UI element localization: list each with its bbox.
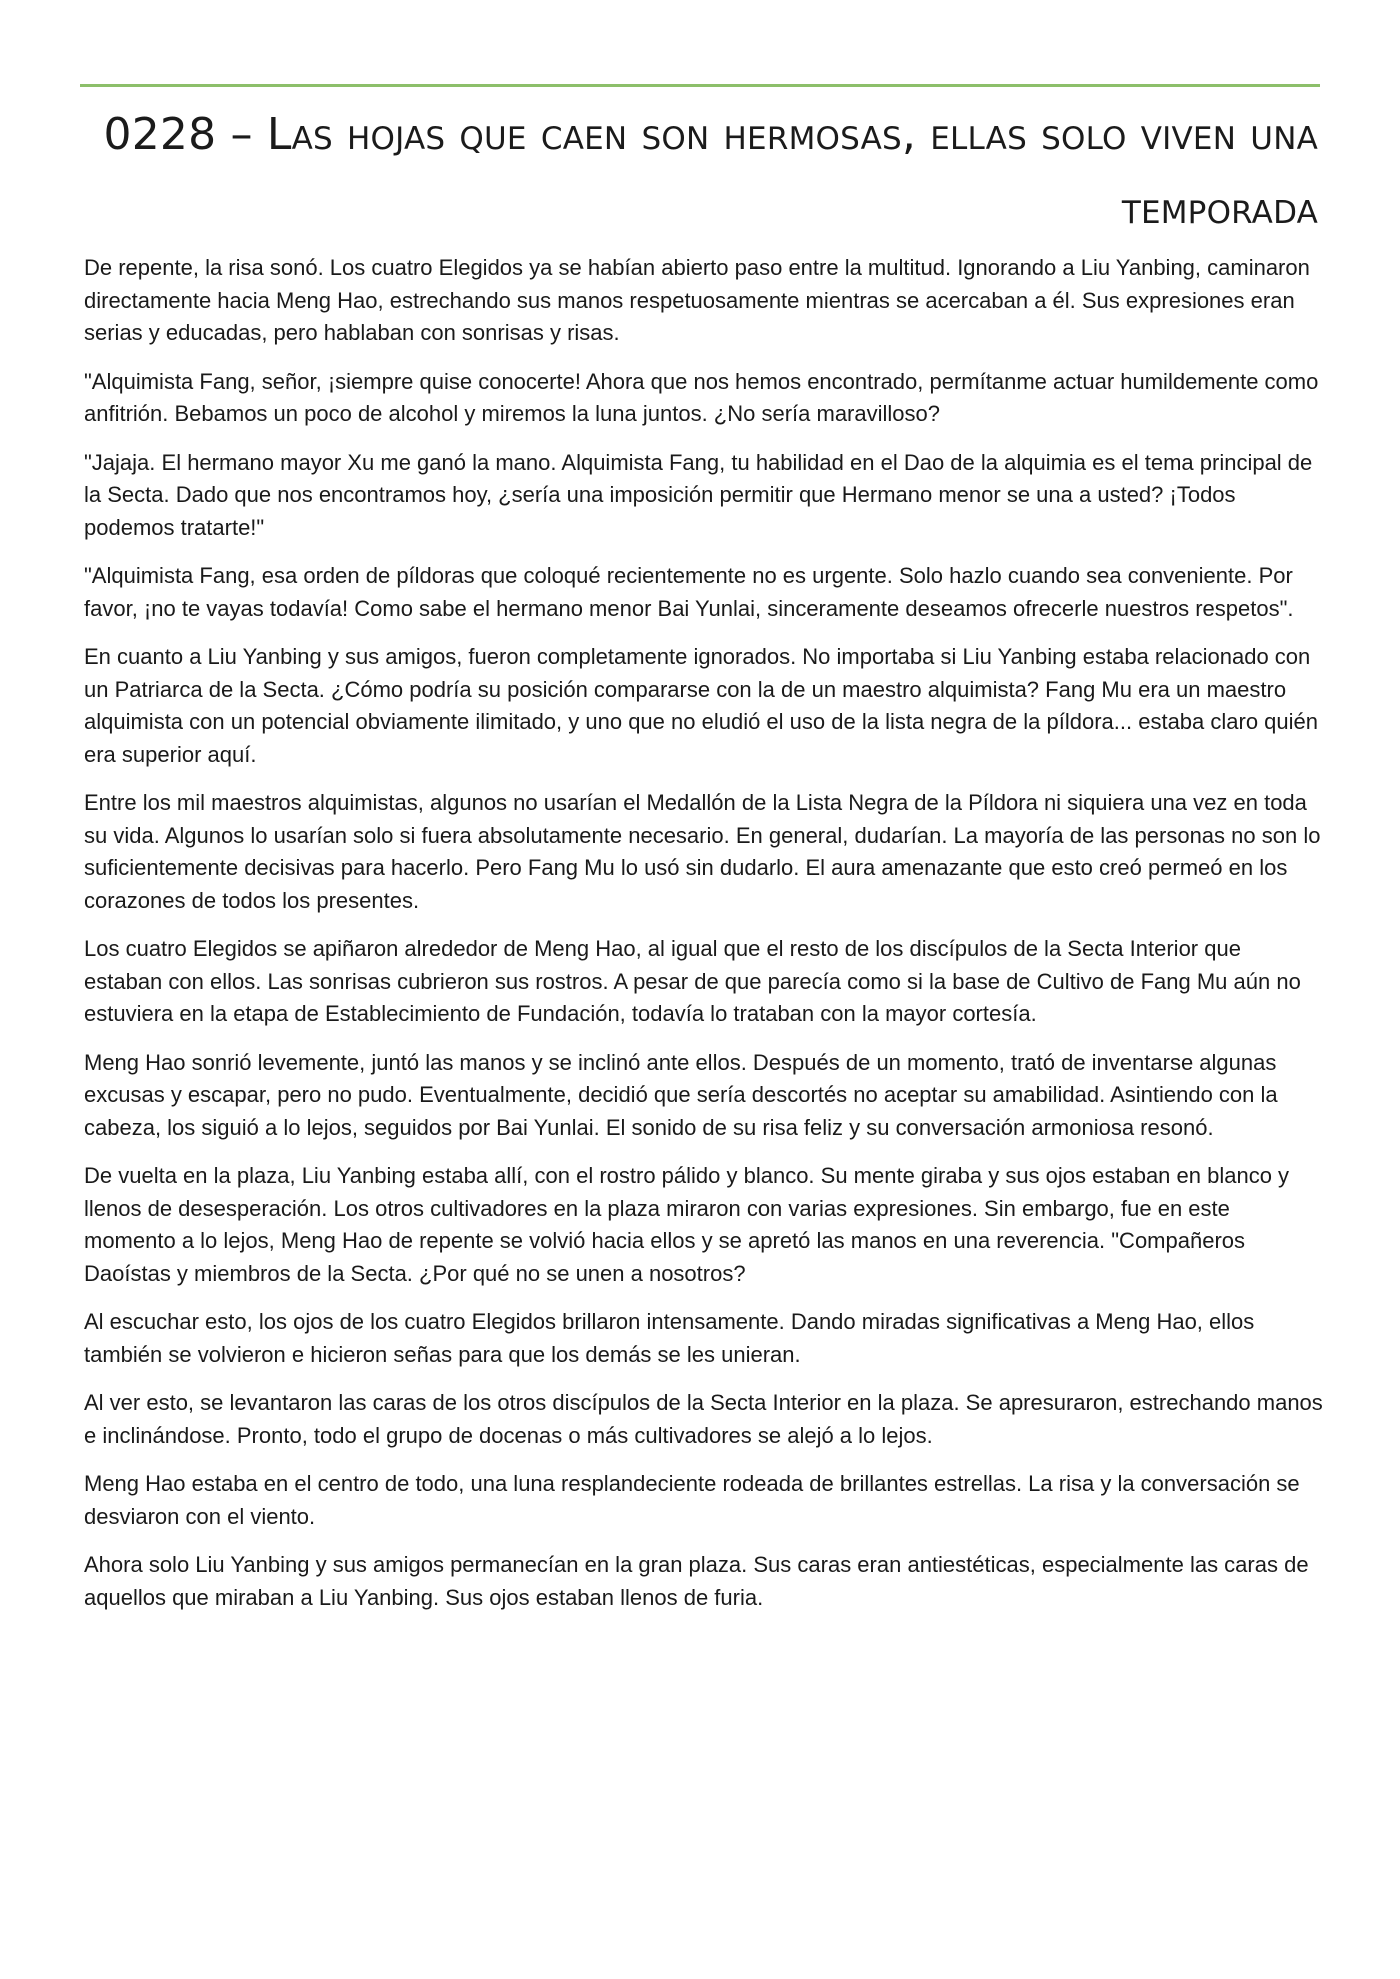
paragraph: Al escuchar esto, los ojos de los cuatro Elegidos brillaron intensamente. Dando miradas significativas a Meng Hao, ellos también se volvieron e hicieron señas para que los demás se les unieran. [84, 1309, 1255, 1367]
chapter-body [84, 252, 1324, 1630]
paragraph: "Alquimista Fang, señor, ¡siempre quise conocerte! Ahora que nos hemos encontrado, permítanme actuar humildemente como anfitrión. Bebamos un poco de alcohol y miremos la luna juntos. ¿No sería maravilloso? [84, 368, 1319, 426]
paragraph: "Jajaja. El hermano mayor Xu me ganó la mano. Alquimista Fang, tu habilidad en el Dao de la alquimia es el tema principal de la Secta. Dado que nos encontramos hoy, ¿sería una imposición permitir que Hermano menor se una a usted? ¡Todos podemos tratarte!" [84, 449, 1313, 540]
paragraph: De vuelta en la plaza, Liu Yanbing estaba allí, con el rostro pálido y blanco. Su mente giraba y sus ojos estaban en blanco y llenos de desesperación. Los otros cultivadores en la plaza miraron con varias expresiones. Sin embargo, fue en este momento a lo lejos, Meng Hao de repente se volvió hacia ellos y se apretó las manos en una reverencia. "Compañeros Daoístas y miembros de la Secta. ¿Por qué no se unen a nosotros? [84, 1163, 1290, 1286]
paragraph: Los cuatro Elegidos se apiñaron alrededor de Meng Hao, al igual que el resto de los discípulos de la Secta Interior que estaban con ellos. Las sonrisas cubrieron sus rostros. A pesar de que parecía como si la base de Cultivo de Fang Mu aún no estuviera en la etapa de Establecimiento de Fundación, todavía lo trataban con la mayor cortesía. [84, 936, 1301, 1026]
paragraph: Al ver esto, se levantaron las caras de los otros discípulos de la Secta Interior en la plaza. Se apresuraron, estrechando manos e inclinándose. Pronto, todo el grupo de docenas o más cultivadores se alejó a lo lejos. [84, 1390, 1323, 1448]
paragraph: Ahora solo Liu Yanbing y sus amigos permanecían en la gran plaza. Sus caras eran antiestéticas, especialmente las caras de aquellos que miraban a Liu Yanbing. Sus ojos estaban llenos de furia. [84, 1552, 1309, 1610]
paragraph: Entre los mil maestros alquimistas, algunos no usarían el Medallón de la Lista Negra de la Píldora ni siquiera una vez en toda su vida. Algunos lo usarían solo si fuera absolutamente necesario. En general, dudarían. La mayoría de las personas no son lo suficientemente decisivas para hacerlo. Pero Fang Mu lo usó sin dudarlo. El aura amenazante que esto creó permeó en los corazones de todos los presentes. [84, 790, 1321, 913]
paragraph: En cuanto a Liu Yanbing y sus amigos, fueron completamente ignorados. No importaba si Liu Yanbing estaba relacionado con un Patriarca de la Secta. ¿Cómo podría su posición compararse con la de un maestro alquimista? Fang Mu era un maestro alquimista con un potencial obviamente ilimitado, y uno que no eludió el uso de la lista negra de la píldora... estaba claro quién era superior aquí. [84, 644, 1319, 767]
header-rule [80, 84, 1320, 87]
paragraph: De repente, la risa sonó. Los cuatro Elegidos ya se habían abierto paso entre la multitud. Ignorando a Liu Yanbing, caminaron directamente hacia Meng Hao, estrechando sus manos respetuosamente mientras se acercaban a él. Sus expresiones eran serias y educadas, pero hablaban con sonrisas y risas. [84, 255, 1310, 345]
paragraph: Meng Hao sonrió levemente, juntó las manos y se inclinó ante ellos. Después de un momento, trató de inventarse algunas excusas y escapar, pero no pudo. Eventualmente, decidió que sería descortés no aceptar su amabilidad. Asintiendo con la cabeza, los siguió a lo lejos, seguidos por Bai Yunlai. El sonido de su risa feliz y su conversación armoniosa resonó. [84, 1049, 1278, 1140]
paragraph: "Alquimista Fang, esa orden de píldoras que coloqué recientemente no es urgente. Solo hazlo cuando sea conveniente. Por favor, ¡no te vayas todavía! Como sabe el hermano menor Bai Yunlai, sinceramente deseamos ofrecerle nuestros respetos". [84, 563, 1294, 621]
chapter-title: 0228 – Las hojas que caen son hermosas, ellas solo viven una temporada [103, 109, 1318, 234]
paragraph: Meng Hao estaba en el centro de todo, una luna resplandeciente rodeada de brillantes estrellas. La risa y la conversación se desviaron con el viento. [84, 1471, 1300, 1529]
